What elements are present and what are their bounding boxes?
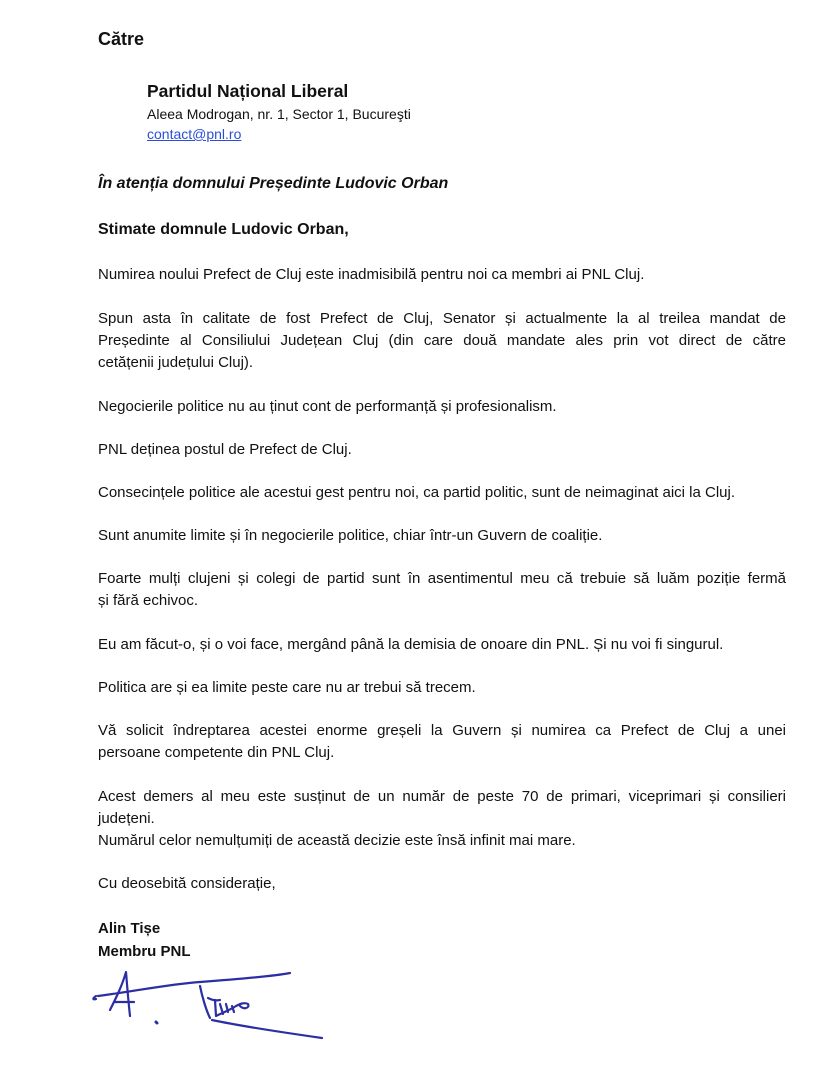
- paragraph-10-line-1: Vă solicit îndreptarea acestei enorme greșeli la Guvern și numirea ca Prefect de Cluj a unei: [98, 722, 786, 739]
- signatory-role: Membru PNL: [98, 943, 191, 960]
- paragraph-10-line-2: persoane competente din PNL Cluj.: [98, 744, 335, 761]
- paragraph-7: [98, 568, 786, 612]
- paragraph-11-line-2: județeni.: [98, 810, 155, 827]
- attention-line: În atenția domnului Președinte Ludovic Orban: [98, 175, 449, 192]
- closing-line: Cu deosebită considerație,: [98, 875, 276, 892]
- paragraph-2-line-3: cetățenii județului Cluj).: [98, 354, 254, 371]
- paragraph-6: Sunt anumite limite și în negocierile politice, chiar într-un Guvern de coaliție.: [98, 527, 603, 544]
- signatory-name: Alin Tișe: [98, 920, 161, 937]
- paragraph-2-line-1: Spun asta în calitate de fost Prefect de Cluj, Senator și actualmente la al treilea mandat de: [98, 310, 786, 327]
- recipient-name: Partidul Național Liberal: [147, 81, 349, 101]
- paragraph-7-line-1: Foarte mulți clujeni și colegi de partid sunt în asentimentul meu că trebuie să luăm poziție fermă: [98, 570, 786, 587]
- paragraph-11-line-3: Numărul celor nemulțumiți de această decizie este însă infinit mai mare.: [98, 832, 576, 849]
- paragraph-11: [98, 786, 786, 852]
- paragraph-11-line-1: Acest demers al meu este susținut de un număr de peste 70 de primari, viceprimari și consilieri: [98, 788, 786, 805]
- paragraph-1: Numirea noului Prefect de Cluj este inadmisibilă pentru noi ca membri ai PNL Cluj.: [98, 266, 645, 283]
- recipient-address: Aleea Modrogan, nr. 1, Sector 1, Bucureşti: [147, 106, 411, 122]
- recipient-heading: Către: [98, 29, 145, 49]
- paragraph-7-line-2: și fără echivoc.: [98, 592, 199, 609]
- salutation: Stimate domnule Ludovic Orban,: [98, 221, 349, 238]
- recipient-email-link[interactable]: contact@pnl.ro: [147, 126, 242, 142]
- paragraph-8: Eu am făcut-o, și o voi face, mergând până la demisia de onoare din PNL. Și nu voi fi singurul.: [98, 636, 724, 653]
- paragraph-10: [98, 720, 786, 764]
- paragraph-9: Politica are și ea limite peste care nu ar trebui să trecem.: [98, 679, 476, 696]
- paragraph-4: PNL deținea postul de Prefect de Cluj.: [98, 441, 352, 458]
- handwritten-signature: [90, 966, 350, 1046]
- paragraph-5: Consecințele politice ale acestui gest pentru noi, ca partid politic, sunt de neimaginat aici la Cluj.: [98, 484, 736, 501]
- paragraph-3: Negocierile politice nu au ținut cont de performanță și profesionalism.: [98, 398, 557, 415]
- paragraph-2-line-2: Președinte al Consiliului Județean Cluj (din care două mandate ales prin vot direct de către: [98, 332, 786, 349]
- paragraph-2: [98, 308, 786, 374]
